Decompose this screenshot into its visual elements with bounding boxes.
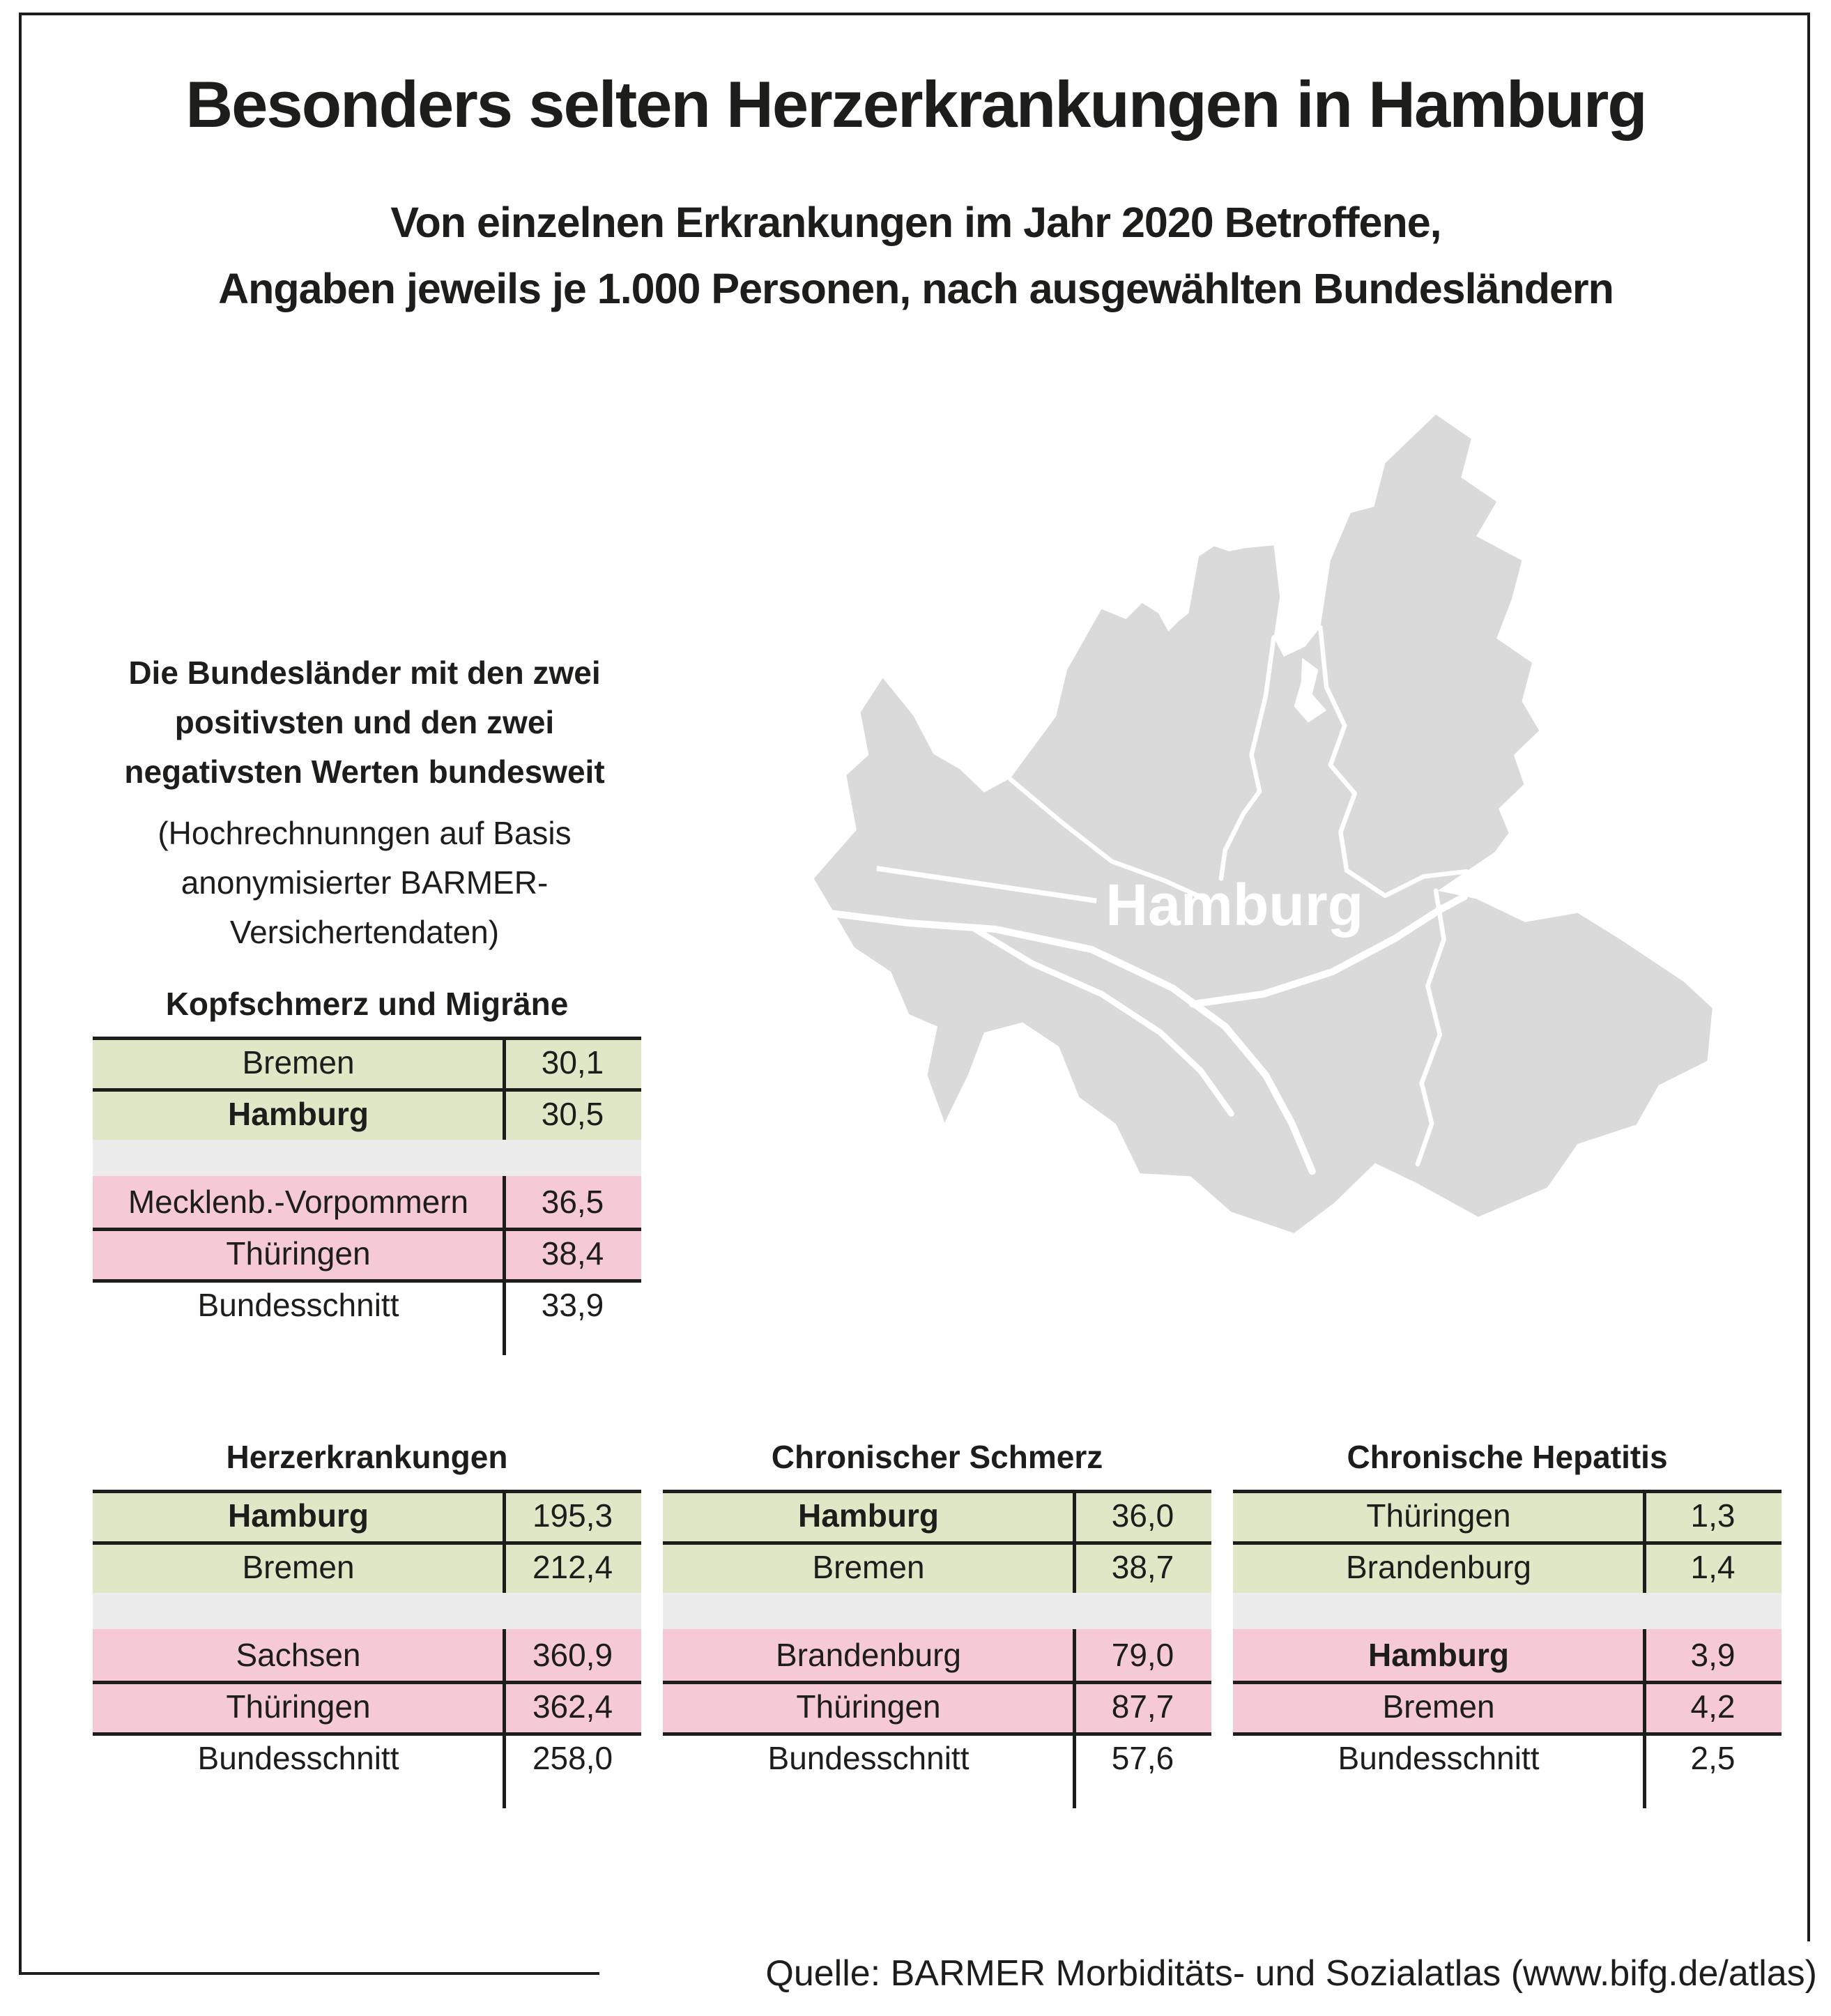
table-row xyxy=(93,1732,641,1784)
table-rule xyxy=(93,1681,641,1684)
value-cell: 57,6 xyxy=(1111,1740,1174,1776)
state-name-cell: Thüringen xyxy=(226,1235,371,1272)
value-cell: 195,3 xyxy=(532,1497,613,1534)
table-chronischer-schmerz xyxy=(663,1490,1211,1808)
value-cell: 36,5 xyxy=(541,1184,604,1220)
column-divider xyxy=(1073,1490,1076,1593)
value-cell: 258,0 xyxy=(532,1740,613,1776)
table-row xyxy=(663,1681,1211,1732)
note-regular-line-3: Versichertendaten) xyxy=(229,914,500,950)
map-label: Hamburg xyxy=(1105,872,1364,938)
table-rule xyxy=(93,1228,641,1231)
value-cell: 87,7 xyxy=(1111,1688,1174,1725)
table-rule xyxy=(1233,1732,1782,1736)
spacer-band xyxy=(93,1140,641,1176)
table-rule xyxy=(93,1541,641,1545)
value-cell: 362,4 xyxy=(532,1688,613,1725)
state-name-cell: Thüringen xyxy=(796,1688,941,1725)
table-rule xyxy=(663,1541,1211,1545)
table-row xyxy=(1233,1681,1782,1732)
table-rule xyxy=(93,1490,641,1493)
table-row xyxy=(663,1490,1211,1541)
column-divider xyxy=(1643,1490,1646,1593)
value-cell: 38,4 xyxy=(541,1235,604,1272)
spacer-band xyxy=(663,1593,1211,1629)
table-row xyxy=(1233,1629,1782,1681)
state-name-cell: Thüringen xyxy=(1366,1497,1511,1534)
state-name-cell: Bundesschnitt xyxy=(197,1287,399,1323)
state-name-cell: Brandenburg xyxy=(776,1637,961,1673)
note-regular-line-2: anonymisierter BARMER- xyxy=(181,864,549,901)
table-rule xyxy=(663,1490,1211,1493)
subtitle-line-2: Angaben jeweils je 1.000 Personen, nach ausgewählten Bundesländern xyxy=(218,265,1614,312)
table-chronische-hepatitis xyxy=(1233,1490,1782,1808)
state-name-cell: Brandenburg xyxy=(1346,1549,1531,1585)
column-divider xyxy=(503,1629,506,1808)
table-row xyxy=(93,1176,641,1228)
subtitle-line-1: Von einzelnen Erkrankungen im Jahr 2020 Betroffene, xyxy=(390,199,1441,246)
table-title-chronischer-schmerz: Chronischer Schmerz xyxy=(771,1439,1103,1475)
table-title-kopfschmerz: Kopfschmerz und Migräne xyxy=(165,986,569,1022)
value-cell: 1,4 xyxy=(1690,1549,1736,1585)
value-cell: 30,5 xyxy=(541,1096,604,1132)
value-cell: 36,0 xyxy=(1111,1497,1174,1534)
page-title: Besonders selten Herzerkrankungen in Hamburg xyxy=(185,68,1646,141)
table-rule xyxy=(1233,1490,1782,1493)
state-name-cell: Hamburg xyxy=(1368,1637,1509,1673)
state-name-cell: Hamburg xyxy=(228,1497,369,1534)
hamburg-map xyxy=(763,366,1784,1338)
table-row xyxy=(663,1629,1211,1681)
value-cell: 38,7 xyxy=(1111,1549,1174,1585)
note-bold-line-2: positivsten und den zwei xyxy=(174,704,555,740)
note-regular-line-1: (Hochrechnunngen auf Basis xyxy=(158,815,572,851)
table-row xyxy=(93,1279,641,1331)
spacer-band xyxy=(93,1593,641,1629)
state-name-cell: Thüringen xyxy=(226,1688,371,1725)
table-kopfschmerz xyxy=(93,1037,641,1355)
note-bold-line-3: negativsten Werten bundesweit xyxy=(124,754,605,790)
table-rule xyxy=(663,1732,1211,1736)
value-cell: 3,9 xyxy=(1690,1637,1736,1673)
frame-border-bottom-segment xyxy=(19,1972,599,1975)
table-rule xyxy=(93,1088,641,1092)
table-rule xyxy=(663,1681,1211,1684)
column-divider xyxy=(1073,1629,1076,1808)
state-name-cell: Sachsen xyxy=(236,1637,361,1673)
frame-border-top xyxy=(19,13,1810,15)
table-rule xyxy=(93,1037,641,1040)
table-row xyxy=(93,1037,641,1088)
table-rule xyxy=(93,1279,641,1283)
state-name-cell: Hamburg xyxy=(798,1497,939,1534)
spacer-band xyxy=(1233,1593,1782,1629)
state-name-cell: Bremen xyxy=(242,1549,355,1585)
table-row xyxy=(1233,1732,1782,1784)
table-row xyxy=(1233,1541,1782,1593)
state-name-cell: Bundesschnitt xyxy=(197,1740,399,1776)
state-name-cell: Hamburg xyxy=(228,1096,369,1132)
state-name-cell: Bundesschnitt xyxy=(1338,1740,1540,1776)
table-row xyxy=(1233,1490,1782,1541)
value-cell: 360,9 xyxy=(532,1637,613,1673)
note-regular-block xyxy=(89,809,640,957)
table-row xyxy=(93,1629,641,1681)
column-divider xyxy=(503,1490,506,1593)
table-title-chronische-hepatitis: Chronische Hepatitis xyxy=(1347,1439,1668,1475)
note-bold-block xyxy=(89,648,640,797)
note-bold-line-1: Die Bundesländer mit den zwei xyxy=(128,655,601,691)
value-cell: 212,4 xyxy=(532,1549,613,1585)
table-row xyxy=(93,1088,641,1140)
state-name-cell: Bundesschnitt xyxy=(767,1740,970,1776)
hamburg-outline xyxy=(814,415,1713,1233)
table-rule xyxy=(1233,1541,1782,1545)
state-name-cell: Bremen xyxy=(1382,1688,1495,1725)
value-cell: 33,9 xyxy=(541,1287,604,1323)
state-name-cell: Mecklenb.-Vorpommern xyxy=(128,1184,469,1220)
value-cell: 30,1 xyxy=(541,1044,604,1080)
table-row xyxy=(93,1228,641,1279)
table-row xyxy=(663,1732,1211,1784)
table-row xyxy=(93,1490,641,1541)
value-cell: 79,0 xyxy=(1111,1637,1174,1673)
state-name-cell: Bremen xyxy=(812,1549,925,1585)
table-row xyxy=(93,1541,641,1593)
value-cell: 2,5 xyxy=(1690,1740,1736,1776)
table-title-herzerkrankungen: Herzerkrankungen xyxy=(226,1439,508,1475)
state-name-cell: Bremen xyxy=(242,1044,355,1080)
source-line: Quelle: BARMER Morbiditäts- und Sozialatlas (www.bifg.de/atlas) xyxy=(765,1953,1817,1994)
value-cell: 1,3 xyxy=(1690,1497,1736,1534)
value-cell: 4,2 xyxy=(1690,1688,1736,1725)
table-rule xyxy=(93,1732,641,1736)
table-herzerkrankungen xyxy=(93,1490,641,1808)
column-divider xyxy=(503,1037,506,1140)
column-divider xyxy=(503,1176,506,1355)
table-row xyxy=(663,1541,1211,1593)
column-divider xyxy=(1643,1629,1646,1808)
table-row xyxy=(93,1681,641,1732)
table-rule xyxy=(1233,1681,1782,1684)
